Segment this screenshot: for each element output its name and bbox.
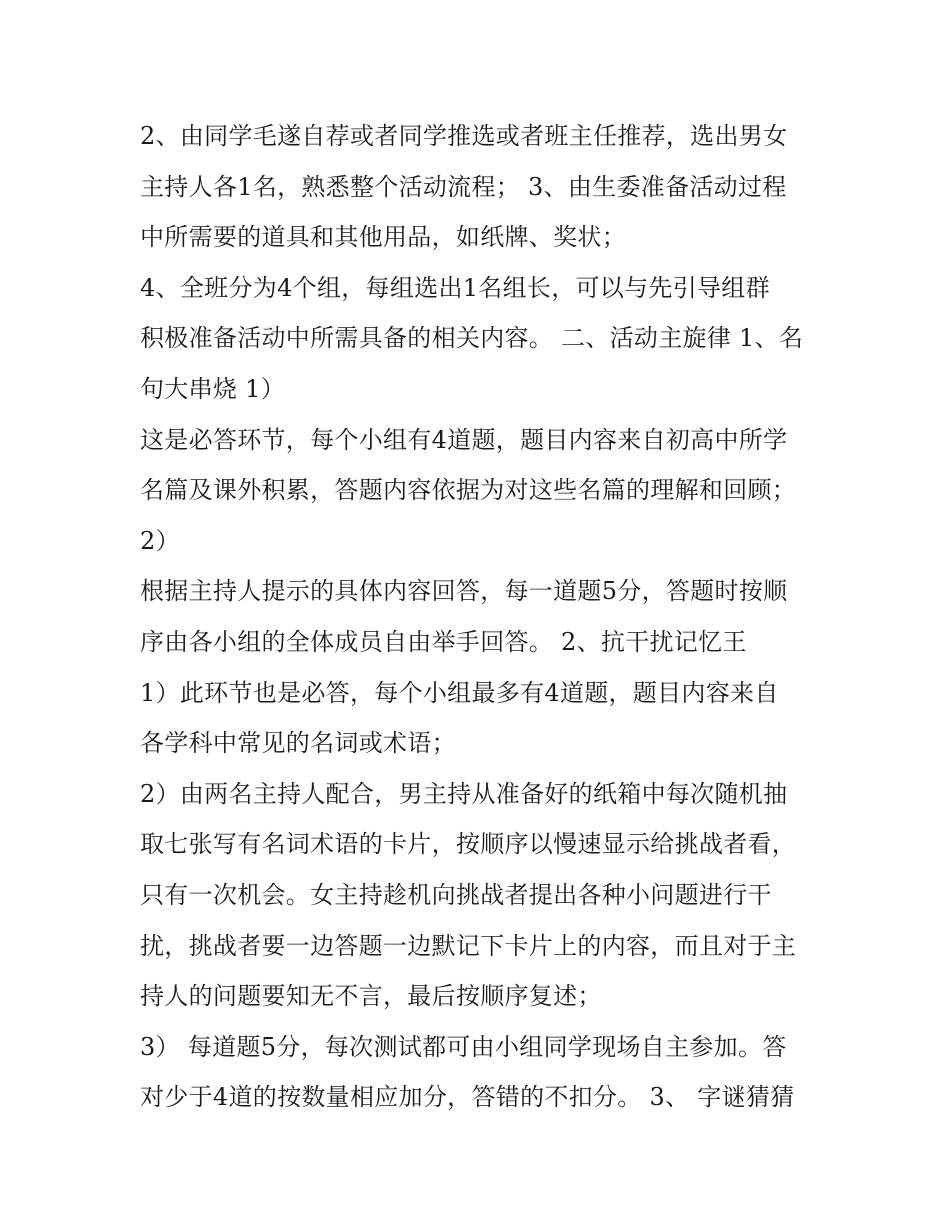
- text-line: 2）: [140, 526, 180, 555]
- text-line: 3） 每道题5分，每次测试都可由小组同学现场自主参加。答: [140, 1032, 787, 1061]
- text-line: 持人的问题要知无不言，最后按顺序复述；: [140, 982, 602, 1011]
- text-line: 序由各小组的全体成员自由举手回答。 2、抗干扰记忆王: [140, 627, 747, 656]
- text-line: 2）由两名主持人配合，男主持从准备好的纸箱中每次随机抽: [140, 779, 788, 808]
- text-line: 句大串烧 1）: [140, 374, 285, 403]
- text-line: 名篇及课外积累，答题内容依据为对这些名篇的理解和回顾；: [140, 476, 797, 505]
- text-line: 中所需要的道具和其他用品，如纸牌、奖状；: [140, 223, 626, 252]
- text-line: 扰，挑战者要一边答题一边默记下卡片上的内容，而且对于主: [140, 931, 797, 960]
- text-line: 只有一次机会。女主持趁机向挑战者提出各种小问题进行干: [140, 880, 772, 909]
- text-line: 4、全班分为4个组，每组选出1名组长，可以与先引导组群: [140, 273, 770, 302]
- document-body: [140, 111, 840, 1123]
- text-line: 2、由同学毛遂自荐或者同学推选或者班主任推荐，选出男女: [140, 122, 788, 150]
- text-line: 积极准备活动中所需具备的相关内容。 二、活动主旋律 1、名: [140, 324, 804, 353]
- text-line: 根据主持人提示的具体内容回答，每一道题5分，答题时按顺: [140, 577, 788, 606]
- text-line: 主持人各1名，熟悉整个活动流程； 3、由生委准备活动过程: [140, 172, 787, 201]
- text-line: 取七张写有名词术语的卡片，按顺序以慢速显示给挑战者看，: [140, 830, 797, 859]
- text-line: 各学科中常见的名词或术语；: [140, 729, 456, 758]
- text-line: 这是必答环节，每个小组有4道题，题目内容来自初高中所学: [140, 425, 788, 454]
- text-line: 对少于4道的按数量相应加分，答错的不扣分。 3、 字谜猜猜: [140, 1083, 795, 1112]
- text-line: 1）此环节也是必答，每个小组最多有4道题，题目内容来自: [140, 678, 779, 707]
